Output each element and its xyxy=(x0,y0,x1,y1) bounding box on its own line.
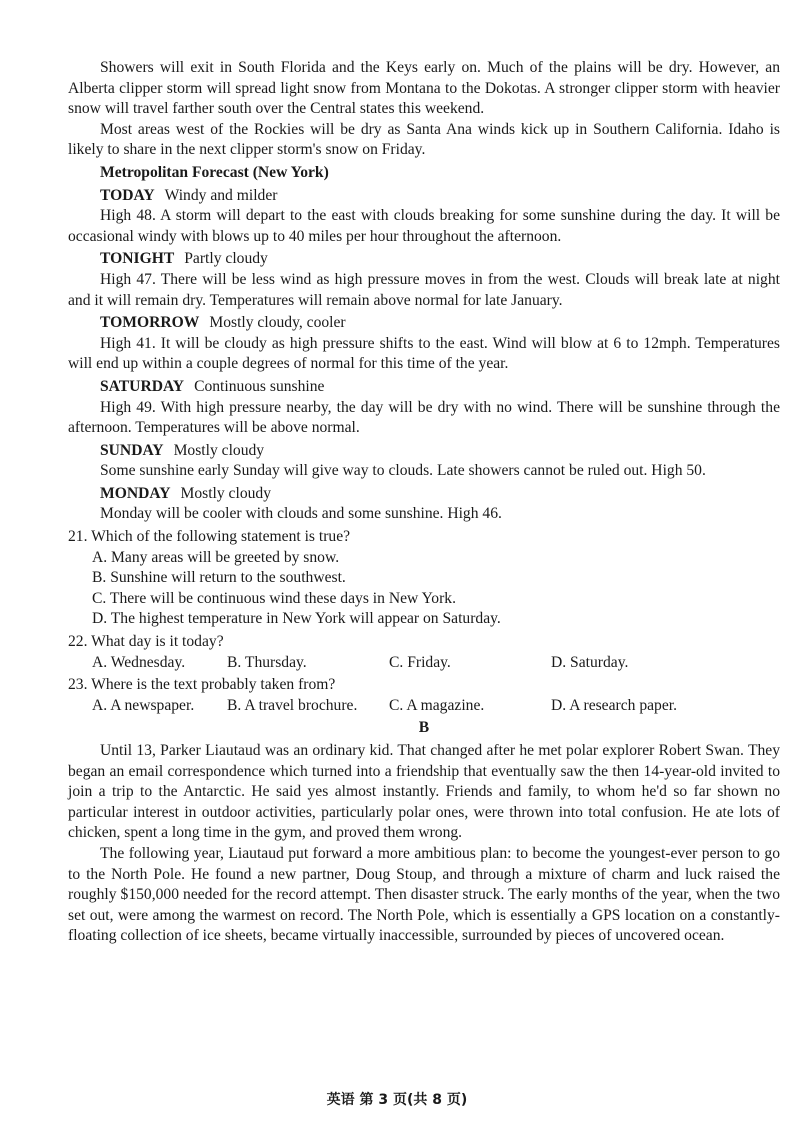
question-22-option-d: D. Saturday. xyxy=(551,653,629,671)
page-footer: 英语 第 3 页(共 8 页) xyxy=(326,1092,468,1108)
day-summary: Continuous sunshine xyxy=(194,377,325,395)
question-23-options xyxy=(92,696,780,717)
day-summary: Partly cloudy xyxy=(184,250,268,268)
question-23-option-a: A. A newspaper. xyxy=(92,696,195,714)
day-summary: Mostly cloudy xyxy=(180,484,272,502)
question-21-option-b: B. Sunshine will return to the southwest. xyxy=(92,569,346,587)
question-21-option-a: A. Many areas will be greeted by snow. xyxy=(92,548,340,566)
forecast-day-saturday xyxy=(100,377,780,398)
forecast-day-tonight xyxy=(100,249,780,270)
question-21-option-c: C. There will be continuous wind these days in New York. xyxy=(92,589,456,607)
day-name: TOMORROW xyxy=(100,314,200,332)
question-22-option-c: C. Friday. xyxy=(389,653,451,671)
forecast-day-tomorrow xyxy=(100,313,780,334)
forecast-title: Metropolitan Forecast (New York) xyxy=(100,163,329,181)
forecast-day-monday xyxy=(100,484,780,505)
passage-b-paragraph-2: The following year, Liautaud put forward a more ambitious plan: to become the youngest-ever person to go to the North Pole. He found a new partner, Doug Stoup, and through a mixture of charm and luck raised the roughly $150,000 needed for the record attempt. Then disaster struck. The early months of the year, when the two set out, were among the warmest on record. The North Pole, which is essentially a GPS location on a constantly-floating collection of ice sheets, became virtually inaccessible, surrounded by pieces of uncovered ocean. xyxy=(68,844,780,945)
day-summary: Mostly cloudy, cooler xyxy=(209,314,346,332)
forecast-text-tomorrow: High 41. It will be cloudy as high pressure shifts to the east. Wind will blow at 6 to 12mph. Temperatures will end up within a couple degrees of normal for this time of the year. xyxy=(68,334,780,373)
passage-b-paragraph-1: Until 13, Parker Liautaud was an ordinary kid. That changed after he met polar explorer Robert Swan. They began an email correspondence which turned into a friendship that eventually saw the then 14-year-old invited to join a trip to the Antarctic. He said yes almost instantly. Friends and family, to whom he'd so far shown no particular interest in outdoor activities, particularly polar ones, were thrown into total confusion. He ate lots of chicken, spent a long time in the gym, and proved them wrong. xyxy=(68,742,780,842)
forecast-text-tonight: High 47. There will be less wind as high pressure moves in from the west. Clouds will break late at night and it will remain dry. Temperatures will remain above normal for late January. xyxy=(68,270,780,309)
day-name: SATURDAY xyxy=(100,377,185,395)
question-23-option-c: C. A magazine. xyxy=(389,696,485,714)
question-21-option-d: D. The highest temperature in New York will appear on Saturday. xyxy=(92,610,501,628)
passage-b-label: B xyxy=(418,719,430,737)
forecast-day-sunday xyxy=(100,441,780,462)
question-23-stem: 23. Where is the text probably taken from? xyxy=(68,676,336,694)
question-22-stem: 22. What day is it today? xyxy=(68,633,224,651)
question-23-option-d: D. A research paper. xyxy=(551,696,677,714)
day-summary: Windy and milder xyxy=(164,186,278,204)
question-21-stem: 21. Which of the following statement is true? xyxy=(68,528,351,546)
forecast-text-monday: Monday will be cooler with clouds and some sunshine. High 46. xyxy=(100,505,502,523)
forecast-text-today: High 48. A storm will depart to the east with clouds breaking for some sunshine during the day. It will be occasional windy with blows up to 40 miles per hour throughout the afternoon. xyxy=(68,207,780,245)
passage-a-paragraph-1: Showers will exit in South Florida and the Keys early on. Much of the plains will be dry. However, an Alberta clipper storm will spread light snow from Montana to the Dokotas. A stronger clipper storm with heavier snow will travel farther south over the Central states this weekend. xyxy=(68,59,780,118)
page-content xyxy=(68,58,780,947)
question-23-option-b: B. A travel brochure. xyxy=(227,696,358,714)
question-22-options xyxy=(92,653,780,674)
question-22-option-a: A. Wednesday. xyxy=(92,653,186,671)
forecast-day-today xyxy=(100,186,780,207)
day-name: TODAY xyxy=(100,186,155,204)
day-name: TONIGHT xyxy=(100,250,175,268)
day-name: SUNDAY xyxy=(100,441,164,459)
question-22-option-b: B. Thursday. xyxy=(227,653,307,671)
day-summary: Mostly cloudy xyxy=(173,441,265,459)
forecast-text-saturday: High 49. With high pressure nearby, the day will be dry with no wind. There will be sunshine through the afternoon. Temperatures will be above normal. xyxy=(68,398,780,437)
passage-a-paragraph-2: Most areas west of the Rockies will be dry as Santa Ana winds kick up in Southern California. Idaho is likely to share in the next clipper storm's snow on Friday. xyxy=(68,120,780,159)
forecast-text-sunday: Some sunshine early Sunday will give way to clouds. Late showers cannot be ruled out. High 50. xyxy=(100,462,706,480)
day-name: MONDAY xyxy=(100,484,171,502)
